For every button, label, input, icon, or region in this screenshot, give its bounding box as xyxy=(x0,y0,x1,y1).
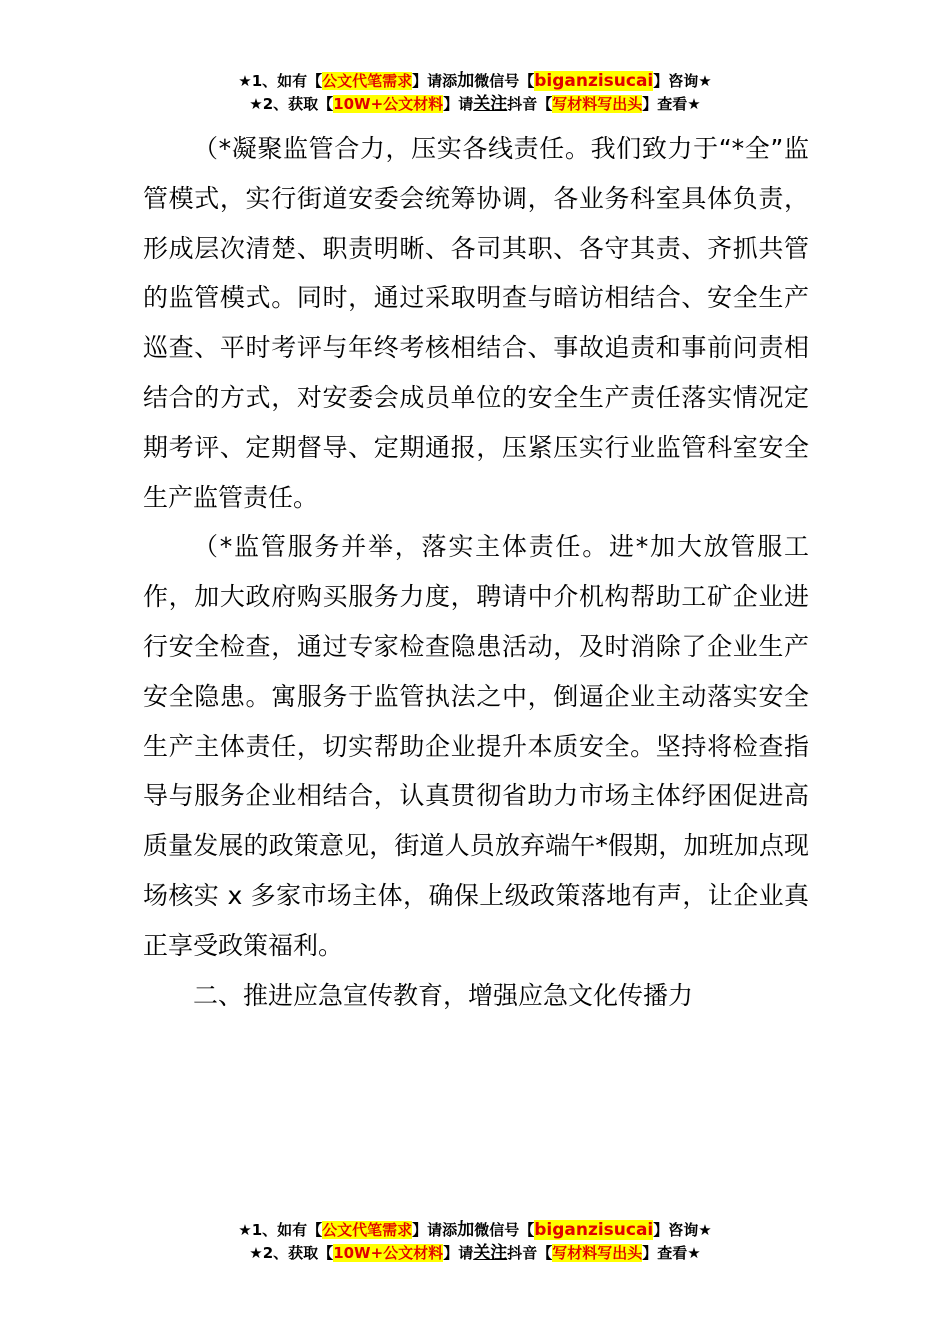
banner-text: 】咨询★ xyxy=(653,1221,712,1239)
highlight-douyin: 写材料写出头 xyxy=(552,1244,643,1262)
paragraph-2: （*监管服务并举，落实主体责任。进*加大放管服工作，加大政府购买服务力度，聘请中介机构帮助工矿企业进行安全检查，通过专家检查隐患活动，及时消除了企业生产安全隐患。寓服务于监管执法之中，倒逼企业主动落实安全生产主体责任，切实帮助企业提升本质安全。坚持将检查指导与服务企业相结合，认真贯彻省助力市场主体纾困促进高质量发展的政策意见，街道人员放弃端午*假期，加班加点现场核实 x 多家市场主体，确保上级政策落地有声，让企业真正享受政策福利。 xyxy=(143,532,809,960)
banner-text: 抖音【 xyxy=(507,95,553,113)
banner-text: ★1、如有【 xyxy=(238,72,323,90)
banner-line-1 xyxy=(0,1219,950,1242)
banner-line-1 xyxy=(0,70,950,93)
document-body xyxy=(143,124,809,1020)
banner-text: 】查看★ xyxy=(642,1244,701,1262)
banner-text: 抖音【 xyxy=(507,1244,553,1262)
banner-line-2 xyxy=(0,93,950,116)
highlight-service: 公文代笔需求 xyxy=(322,72,413,90)
banner-text-emphasis: 关注 xyxy=(473,94,508,114)
banner-line-2 xyxy=(0,1242,950,1265)
banner-text: ★2、获取【 xyxy=(249,95,334,113)
banner-text: 】请 xyxy=(443,95,474,113)
banner-text: 】请 xyxy=(443,1244,474,1262)
highlight-wechat-id: biganzisucai xyxy=(534,1220,654,1240)
highlight-materials: 10W+公文材料 xyxy=(333,1244,444,1262)
highlight-wechat-id: biganzisucai xyxy=(534,71,654,91)
banner-text: 】咨询★ xyxy=(653,72,712,90)
banner-text: ★1、如有【 xyxy=(238,1221,323,1239)
highlight-service: 公文代笔需求 xyxy=(322,1221,413,1239)
banner-text: 】请添 xyxy=(412,1221,458,1239)
banner-text-emphasis: 关注 xyxy=(473,1243,508,1263)
banner-text: ★2、获取【 xyxy=(249,1244,334,1262)
banner-text: 微信号【 xyxy=(474,72,535,90)
banner-text-emphasis: 加 xyxy=(457,71,475,91)
banner-text: 】查看★ xyxy=(642,95,701,113)
highlight-materials: 10W+公文材料 xyxy=(333,95,444,113)
header-banner xyxy=(0,70,950,116)
banner-text: 】请添 xyxy=(412,72,458,90)
paragraph-1: （*凝聚监管合力，压实各线责任。我们致力于“*全”监管模式，实行街道安委会统筹协调，各业务科室具体负责，形成层次清楚、职责明晰、各司其职、各守其责、齐抓共管的监管模式。同时，通过采取明查与暗访相结合、安全生产巡查、平时考评与年终考核相结合、事故追责和事前问责相结合的方式，对安委会成员单位的安全生产责任落实情况定期考评、定期督导、定期通报，压紧压实行业监管科室安全生产监管责任。 xyxy=(143,134,809,512)
banner-text: 微信号【 xyxy=(474,1221,535,1239)
footer-banner xyxy=(0,1219,950,1265)
highlight-douyin: 写材料写出头 xyxy=(552,95,643,113)
banner-text-emphasis: 加 xyxy=(457,1220,475,1240)
section-heading: 二、推进应急宣传教育，增强应急文化传播力 xyxy=(193,980,694,1010)
